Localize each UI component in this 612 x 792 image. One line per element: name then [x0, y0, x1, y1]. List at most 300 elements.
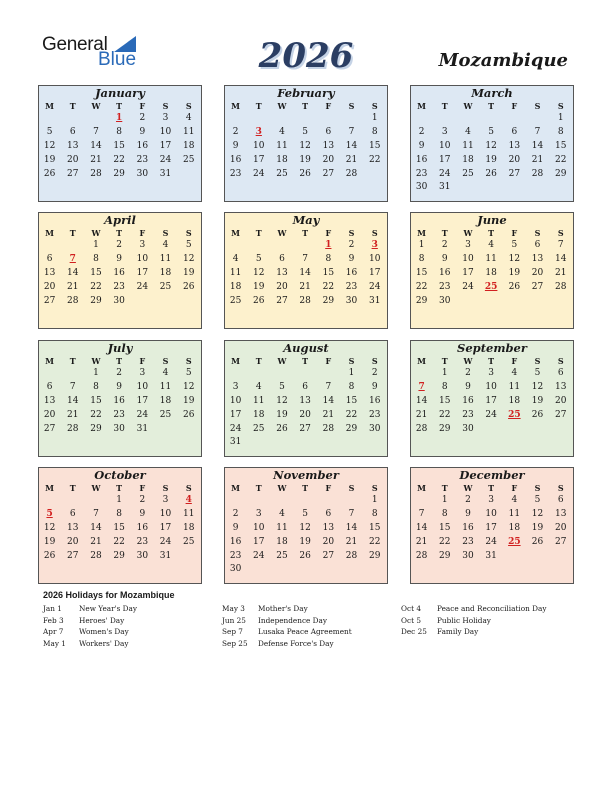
day-cell: 23: [136, 536, 149, 547]
day-cell: 9: [441, 253, 448, 264]
weekday-label: T: [488, 228, 495, 238]
holiday-day: 3: [255, 126, 262, 137]
month-september: [410, 340, 574, 457]
day-cell: 20: [322, 536, 335, 547]
day-cell: 7: [418, 508, 425, 519]
weekday-label: T: [441, 228, 448, 238]
day-grid: [38, 100, 201, 181]
day-cell: 11: [508, 508, 521, 519]
day-cell: 27: [67, 168, 79, 179]
weekday-label: F: [511, 101, 518, 111]
weekday-label: W: [91, 483, 101, 493]
weekday-label: M: [45, 228, 55, 238]
day-cell: 10: [229, 395, 242, 406]
day-cell: 23: [415, 168, 428, 179]
day-cell: 24: [136, 281, 149, 292]
weekday-label: W: [463, 483, 473, 493]
day-grid: [224, 100, 387, 181]
day-cell: 31: [485, 550, 497, 561]
day-cell: 9: [418, 140, 425, 151]
day-cell: 2: [348, 240, 355, 250]
day-cell: 29: [368, 550, 381, 561]
day-cell: 19: [182, 395, 195, 406]
day-cell: 15: [415, 267, 428, 278]
holiday-date: Oct 4: [401, 604, 421, 613]
empty-cell: [410, 494, 433, 508]
day-cell: 26: [182, 409, 195, 420]
day-cell: 26: [508, 281, 521, 292]
holiday-date: Jan 1: [43, 604, 62, 613]
day-cell: 16: [229, 154, 242, 165]
empty-cell: [317, 112, 340, 126]
empty-cell: [247, 112, 270, 126]
weekday-label: T: [302, 483, 309, 493]
weekday-label: S: [557, 483, 564, 493]
weekday-label: M: [231, 356, 241, 366]
day-grid: [38, 355, 201, 436]
day-cell: 3: [139, 240, 146, 250]
day-cell: 18: [276, 154, 288, 165]
month-name: January: [95, 86, 145, 100]
weekday-label: S: [557, 101, 564, 111]
day-cell: 13: [554, 381, 567, 392]
day-cell: 10: [253, 140, 265, 151]
day-cell: 19: [508, 267, 521, 278]
day-cell: 6: [302, 381, 309, 392]
day-cell: 16: [462, 395, 474, 406]
day-cell: 27: [43, 423, 56, 434]
empty-cell: [410, 367, 433, 381]
empty-cell: [61, 367, 84, 381]
day-cell: 18: [229, 281, 242, 292]
day-cell: 13: [276, 267, 288, 278]
day-grid: [224, 355, 387, 450]
day-cell: 16: [368, 395, 381, 406]
day-cell: 15: [345, 395, 358, 406]
day-cell: 7: [325, 381, 332, 392]
weekday-label: T: [441, 356, 448, 366]
empty-cell: [317, 367, 340, 381]
month-name: September: [457, 341, 527, 355]
day-cell: 15: [554, 140, 567, 151]
day-cell: 11: [485, 253, 497, 264]
weekday-label: T: [255, 101, 262, 111]
weekday-label: T: [116, 228, 123, 238]
day-cell: 15: [368, 522, 381, 533]
day-cell: 12: [276, 395, 288, 406]
day-cell: 14: [345, 140, 358, 151]
day-cell: 9: [348, 253, 355, 264]
month-august: [224, 340, 388, 457]
day-cell: 8: [325, 253, 332, 264]
day-cell: 24: [253, 550, 265, 561]
month-july: [38, 340, 202, 457]
weekday-label: T: [488, 483, 495, 493]
day-cell: 15: [113, 522, 125, 533]
day-cell: 16: [415, 154, 428, 165]
day-cell: 29: [415, 295, 428, 306]
month-name: December: [459, 468, 525, 482]
day-cell: 13: [43, 267, 56, 278]
day-cell: 21: [554, 267, 567, 278]
day-cell: 1: [116, 495, 123, 505]
day-cell: 18: [159, 395, 172, 406]
day-cell: 28: [322, 423, 335, 434]
day-cell: 18: [159, 267, 172, 278]
day-cell: 18: [462, 154, 474, 165]
day-cell: 4: [279, 126, 285, 137]
day-cell: 12: [299, 140, 311, 151]
day-cell: 14: [67, 267, 79, 278]
day-cell: 30: [229, 564, 242, 575]
day-cell: 21: [322, 409, 335, 420]
day-cell: 19: [182, 267, 195, 278]
weekday-label: S: [348, 101, 355, 111]
day-cell: 23: [229, 168, 242, 179]
day-cell: 17: [159, 522, 172, 533]
day-cell: 7: [557, 240, 564, 250]
day-cell: 2: [116, 240, 123, 250]
day-cell: 28: [90, 168, 102, 179]
day-cell: 13: [531, 253, 544, 264]
holiday-day: 4: [185, 495, 192, 505]
weekday-label: W: [463, 101, 473, 111]
day-cell: 5: [534, 368, 541, 378]
day-cell: 24: [136, 409, 149, 420]
empty-cell: [84, 112, 107, 126]
weekday-label: S: [534, 356, 541, 366]
day-cell: 3: [441, 126, 448, 137]
empty-cell: [294, 367, 317, 381]
day-cell: 23: [368, 409, 381, 420]
day-cell: 27: [276, 295, 288, 306]
weekday-label: F: [139, 228, 146, 238]
day-cell: 27: [554, 409, 567, 420]
day-cell: 22: [90, 409, 102, 420]
day-cell: 4: [162, 240, 169, 250]
day-cell: 13: [43, 395, 56, 406]
month-november: [224, 467, 388, 584]
weekday-label: F: [325, 356, 332, 366]
holiday-row: [43, 627, 137, 639]
day-cell: 13: [554, 508, 567, 519]
day-cell: 1: [348, 368, 355, 378]
weekday-label: M: [417, 101, 427, 111]
day-cell: 28: [299, 295, 311, 306]
holiday-name: Public Holiday: [437, 615, 491, 625]
day-cell: 20: [299, 409, 311, 420]
day-cell: 15: [113, 140, 125, 151]
empty-cell: [247, 239, 270, 253]
day-cell: 10: [368, 253, 381, 264]
weekday-label: F: [139, 101, 146, 111]
day-cell: 3: [162, 113, 169, 123]
day-cell: 9: [232, 522, 239, 533]
day-cell: 14: [90, 140, 102, 151]
day-cell: 4: [279, 508, 285, 519]
day-cell: 11: [253, 395, 265, 406]
day-cell: 16: [439, 267, 451, 278]
weekday-label: S: [185, 483, 192, 493]
day-cell: 14: [531, 140, 544, 151]
day-cell: 29: [554, 168, 567, 179]
day-cell: 12: [508, 253, 521, 264]
day-cell: 24: [159, 154, 172, 165]
day-cell: 8: [371, 508, 378, 519]
day-cell: 16: [229, 536, 242, 547]
day-cell: 20: [508, 154, 521, 165]
holiday-name: Family Day: [437, 627, 479, 637]
day-cell: 6: [279, 253, 285, 264]
empty-cell: [61, 112, 84, 126]
day-cell: 5: [255, 253, 262, 264]
empty-cell: [38, 239, 61, 253]
weekday-label: W: [463, 228, 473, 238]
holiday-row: [43, 616, 137, 628]
empty-cell: [294, 494, 317, 508]
day-cell: 11: [462, 140, 474, 151]
day-cell: 9: [139, 508, 146, 519]
weekday-label: T: [302, 101, 309, 111]
day-cell: 25: [182, 154, 195, 165]
day-cell: 22: [439, 409, 451, 420]
weekday-label: T: [488, 101, 495, 111]
holiday-row: [222, 627, 352, 639]
day-cell: 25: [462, 168, 474, 179]
day-cell: 30: [113, 295, 125, 306]
day-cell: 2: [232, 126, 239, 137]
weekday-label: T: [69, 356, 76, 366]
day-cell: 22: [345, 409, 358, 420]
day-cell: 24: [253, 168, 265, 179]
day-cell: 11: [229, 267, 242, 278]
empty-cell: [294, 239, 317, 253]
holiday-row: [222, 639, 352, 651]
empty-cell: [224, 367, 247, 381]
day-cell: 13: [508, 140, 521, 151]
day-cell: 9: [371, 381, 378, 392]
weekday-label: S: [371, 356, 378, 366]
weekday-label: T: [69, 483, 76, 493]
weekday-label: F: [325, 228, 332, 238]
weekday-label: S: [534, 101, 541, 111]
weekday-label: T: [69, 101, 76, 111]
day-cell: 22: [368, 154, 381, 165]
day-cell: 6: [325, 508, 332, 519]
day-cell: 31: [159, 168, 172, 179]
month-name: July: [107, 341, 133, 355]
weekday-label: M: [417, 356, 427, 366]
day-cell: 30: [136, 168, 149, 179]
month-name: February: [277, 86, 335, 100]
day-cell: 23: [229, 550, 242, 561]
day-cell: 11: [182, 126, 195, 137]
day-cell: 17: [485, 395, 497, 406]
day-cell: 17: [253, 536, 265, 547]
day-cell: 17: [159, 140, 172, 151]
day-cell: 2: [232, 508, 239, 519]
day-cell: 19: [485, 154, 497, 165]
month-april: [38, 212, 202, 329]
weekday-label: S: [371, 483, 378, 493]
weekday-label: M: [45, 101, 55, 111]
day-cell: 21: [90, 536, 102, 547]
day-cell: 1: [418, 240, 425, 250]
weekday-label: T: [302, 228, 309, 238]
day-cell: 14: [415, 522, 428, 533]
day-cell: 25: [159, 281, 172, 292]
day-cell: 22: [439, 536, 451, 547]
day-cell: 30: [462, 423, 474, 434]
day-cell: 8: [348, 381, 355, 392]
weekday-label: M: [45, 483, 55, 493]
holiday-row: [401, 604, 546, 616]
day-cell: 20: [67, 536, 79, 547]
day-cell: 14: [345, 522, 358, 533]
empty-cell: [247, 367, 270, 381]
weekday-label: S: [557, 356, 564, 366]
day-cell: 5: [302, 508, 309, 519]
empty-cell: [38, 112, 61, 126]
day-grid: [410, 482, 573, 563]
holiday-day: 25: [508, 536, 521, 547]
day-grid: [224, 482, 387, 577]
day-cell: 12: [43, 522, 56, 533]
day-cell: 5: [534, 495, 541, 505]
day-cell: 10: [462, 253, 474, 264]
day-cell: 3: [488, 368, 495, 378]
day-cell: 29: [322, 295, 335, 306]
month-december: [410, 467, 574, 584]
weekday-label: S: [185, 101, 192, 111]
day-cell: 31: [439, 182, 451, 193]
day-cell: 18: [182, 140, 195, 151]
holiday-row: [401, 627, 546, 639]
weekday-label: M: [231, 101, 241, 111]
weekday-label: T: [441, 483, 448, 493]
day-grid: [410, 100, 573, 195]
day-cell: 20: [322, 154, 335, 165]
weekday-label: S: [557, 228, 564, 238]
weekday-label: S: [348, 356, 355, 366]
holiday-column: [222, 604, 352, 651]
day-cell: 7: [534, 126, 541, 137]
weekday-label: T: [255, 228, 262, 238]
day-cell: 4: [255, 381, 262, 392]
holiday-name: Lusaka Peace Agreement: [258, 627, 352, 637]
day-cell: 12: [299, 522, 311, 533]
day-cell: 15: [439, 522, 451, 533]
holiday-row: [222, 616, 352, 628]
day-cell: 14: [90, 522, 102, 533]
day-cell: 7: [93, 508, 99, 519]
weekday-label: T: [441, 101, 448, 111]
month-october: [38, 467, 202, 584]
day-cell: 19: [43, 536, 56, 547]
weekday-label: T: [255, 356, 262, 366]
day-cell: 19: [276, 409, 288, 420]
day-cell: 28: [67, 295, 79, 306]
holiday-row: [401, 616, 546, 628]
day-cell: 4: [185, 113, 192, 123]
holiday-date: Feb 3: [43, 615, 64, 625]
empty-cell: [433, 112, 456, 126]
holiday-date: May 1: [43, 639, 66, 649]
month-name: May: [292, 213, 320, 227]
day-cell: 18: [182, 522, 195, 533]
holiday-day: 3: [371, 240, 378, 250]
holiday-row: [222, 604, 352, 616]
holiday-name: Independence Day: [258, 615, 327, 625]
country-title: Mozambique: [438, 50, 568, 71]
day-cell: 1: [441, 368, 448, 378]
empty-cell: [270, 494, 293, 508]
day-cell: 4: [232, 253, 239, 264]
day-cell: 22: [368, 536, 381, 547]
day-cell: 30: [113, 423, 125, 434]
day-cell: 16: [136, 140, 149, 151]
month-may: [224, 212, 388, 329]
day-cell: 8: [93, 381, 99, 392]
day-cell: 9: [116, 381, 123, 392]
day-cell: 21: [415, 409, 428, 420]
holiday-day: 1: [116, 113, 123, 123]
day-cell: 10: [159, 508, 172, 519]
logo-text-blue: Blue: [98, 49, 137, 70]
day-cell: 19: [299, 154, 311, 165]
day-cell: 8: [557, 126, 564, 137]
day-cell: 31: [229, 437, 242, 448]
day-cell: 23: [113, 409, 125, 420]
holiday-column: [401, 604, 546, 639]
logo-text-general: General: [42, 34, 108, 55]
day-cell: 8: [418, 253, 425, 264]
day-cell: 8: [93, 253, 99, 264]
empty-cell: [38, 494, 61, 508]
weekday-label: S: [162, 356, 169, 366]
day-cell: 28: [345, 550, 358, 561]
day-cell: 18: [485, 267, 497, 278]
weekday-label: W: [463, 356, 473, 366]
day-cell: 14: [322, 395, 335, 406]
day-cell: 4: [488, 240, 495, 250]
day-cell: 1: [371, 113, 378, 123]
day-cell: 4: [465, 126, 471, 137]
day-cell: 10: [159, 126, 172, 137]
empty-cell: [340, 112, 363, 126]
day-cell: 17: [439, 154, 451, 165]
day-cell: 20: [67, 154, 79, 165]
day-cell: 21: [90, 154, 102, 165]
weekday-label: F: [511, 356, 518, 366]
day-cell: 30: [462, 550, 474, 561]
empty-cell: [294, 112, 317, 126]
day-cell: 15: [90, 267, 102, 278]
holidays-title: 2026 Holidays for Mozambique: [43, 590, 175, 600]
day-cell: 8: [116, 126, 123, 137]
day-cell: 29: [439, 550, 451, 561]
day-cell: 22: [113, 536, 125, 547]
day-cell: 3: [232, 381, 239, 392]
empty-cell: [270, 367, 293, 381]
day-cell: 23: [345, 281, 358, 292]
day-cell: 7: [302, 253, 309, 264]
weekday-label: W: [277, 356, 287, 366]
day-cell: 26: [531, 536, 544, 547]
day-cell: 28: [345, 168, 358, 179]
day-cell: 12: [531, 508, 544, 519]
day-cell: 24: [485, 409, 497, 420]
